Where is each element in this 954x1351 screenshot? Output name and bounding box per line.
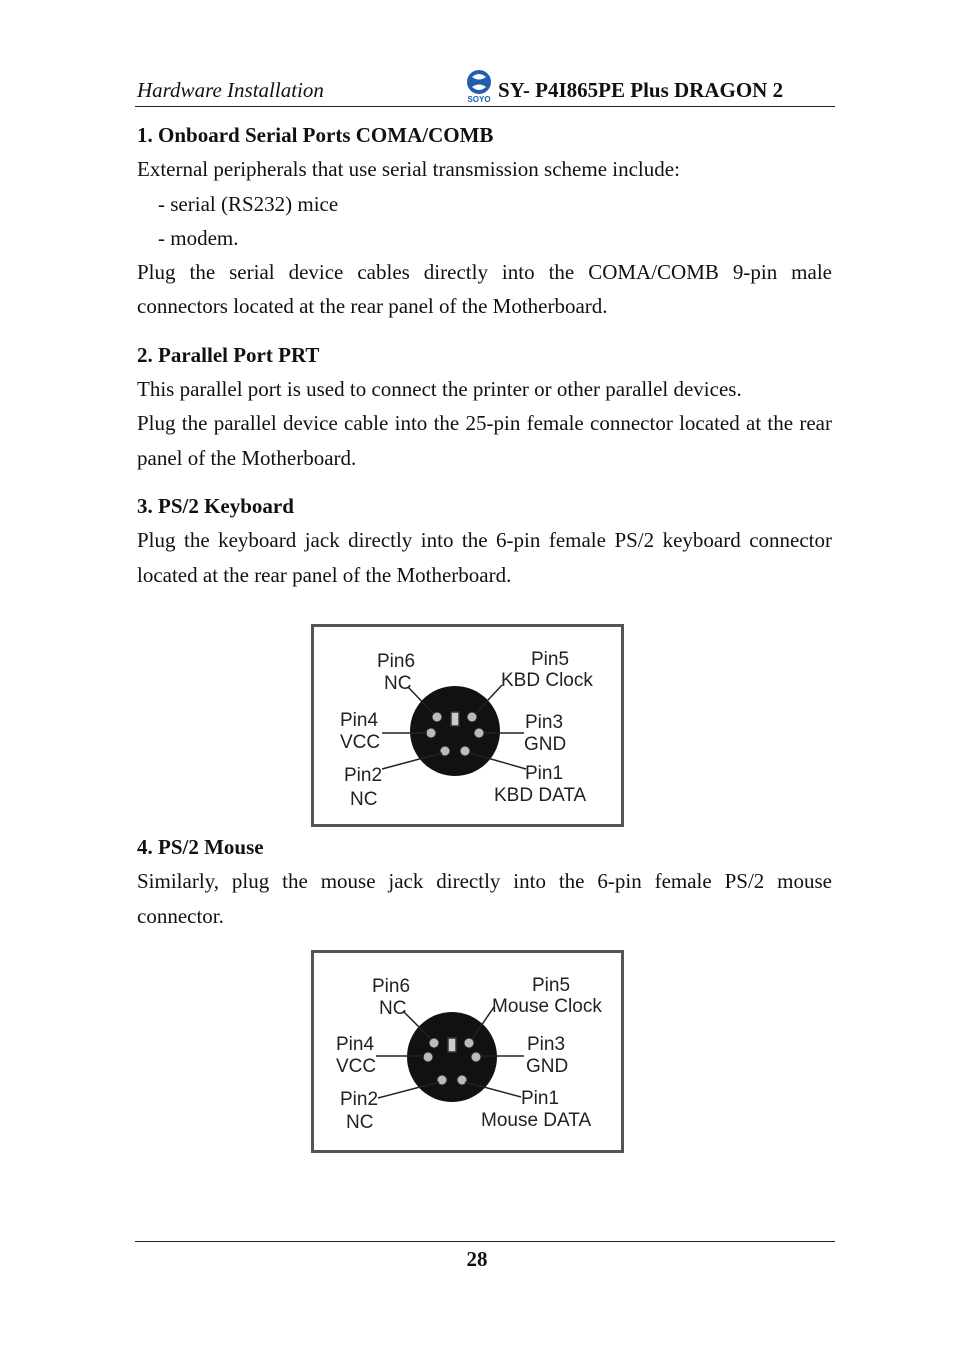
- mouse-connector-diagram: [311, 950, 624, 1153]
- page-header: [135, 68, 835, 107]
- kbd-pin3-label: Pin3: [525, 712, 564, 733]
- mouse-pin5-signal: Mouse Clock: [492, 996, 602, 1017]
- mouse-pin3-label: Pin3: [527, 1034, 566, 1055]
- keyboard-connector-diagram: [311, 624, 624, 827]
- mouse-pin6-signal: NC: [379, 998, 407, 1019]
- kbd-pin2-signal: NC: [350, 789, 378, 810]
- footer-divider: [135, 1241, 835, 1242]
- kbd-pin5-label: Pin5: [531, 649, 570, 670]
- section-2-body: Plug the parallel device cable into the 25-pin female connector located at the rear panel of the Motherboard.: [137, 411, 832, 470]
- mouse-pin4-label: Pin4: [336, 1034, 375, 1055]
- section-4-body: Similarly, plug the mouse jack directly into the 6-pin female PS/2 mouse connector.: [137, 869, 832, 928]
- section-1-item-2: - modem.: [158, 225, 239, 250]
- section-1-body: Plug the serial device cables directly into the COMA/COMB 9-pin male connectors located at the rear panel of the Motherboard.: [137, 260, 832, 319]
- soyo-logo-icon: [462, 68, 496, 104]
- section-2-title: 2. Parallel Port PRT: [137, 342, 320, 367]
- section-3-body: Plug the keyboard jack directly into the 6-pin female PS/2 keyboard connector located at the rear panel of the Motherboard.: [137, 528, 832, 587]
- section-4-title: 4. PS/2 Mouse: [137, 835, 264, 859]
- mouse-pin2-signal: NC: [346, 1112, 374, 1133]
- section-1-title: 1. Onboard Serial Ports COMA/COMB: [137, 123, 494, 147]
- kbd-pin3-signal: GND: [524, 734, 567, 755]
- mouse-section: [137, 830, 832, 933]
- page-number: 28: [466, 1247, 488, 1271]
- kbd-pin6-label: Pin6: [377, 651, 416, 672]
- page-content: [137, 118, 832, 592]
- section-1-item-1: - serial (RS232) mice: [158, 191, 339, 216]
- header-section-title: Hardware Installation: [137, 78, 324, 102]
- mouse-pin1-signal: Mouse DATA: [481, 1110, 592, 1131]
- mouse-pin4-signal: VCC: [336, 1056, 377, 1077]
- section-2-line1: This parallel port is used to connect the printer or other parallel devices.: [137, 377, 742, 402]
- kbd-pin4-label: Pin4: [340, 710, 379, 731]
- mouse-pin1-label: Pin1: [521, 1088, 560, 1109]
- ps2-connector-icon: [407, 1012, 497, 1102]
- mouse-pin3-signal: GND: [526, 1056, 569, 1077]
- kbd-pin4-signal: VCC: [340, 732, 381, 753]
- section-1-intro: External peripherals that use serial transmission scheme include:: [137, 157, 680, 182]
- mouse-pin5-label: Pin5: [532, 975, 571, 996]
- svg-text:SOYO: SOYO: [467, 95, 491, 104]
- ps2-connector-icon: [410, 686, 500, 776]
- header-product-name: SY- P4I865PE Plus DRAGON 2: [498, 78, 784, 102]
- kbd-pin1-signal: KBD DATA: [494, 785, 587, 806]
- kbd-pin1-label: Pin1: [525, 763, 564, 784]
- mouse-pin6-label: Pin6: [372, 976, 411, 997]
- kbd-pin5-signal: KBD Clock: [501, 670, 593, 691]
- section-3-title: 3. PS/2 Keyboard: [137, 493, 294, 518]
- kbd-pin6-signal: NC: [384, 673, 412, 694]
- kbd-pin2-label: Pin2: [344, 765, 383, 786]
- mouse-pin2-label: Pin2: [340, 1089, 379, 1110]
